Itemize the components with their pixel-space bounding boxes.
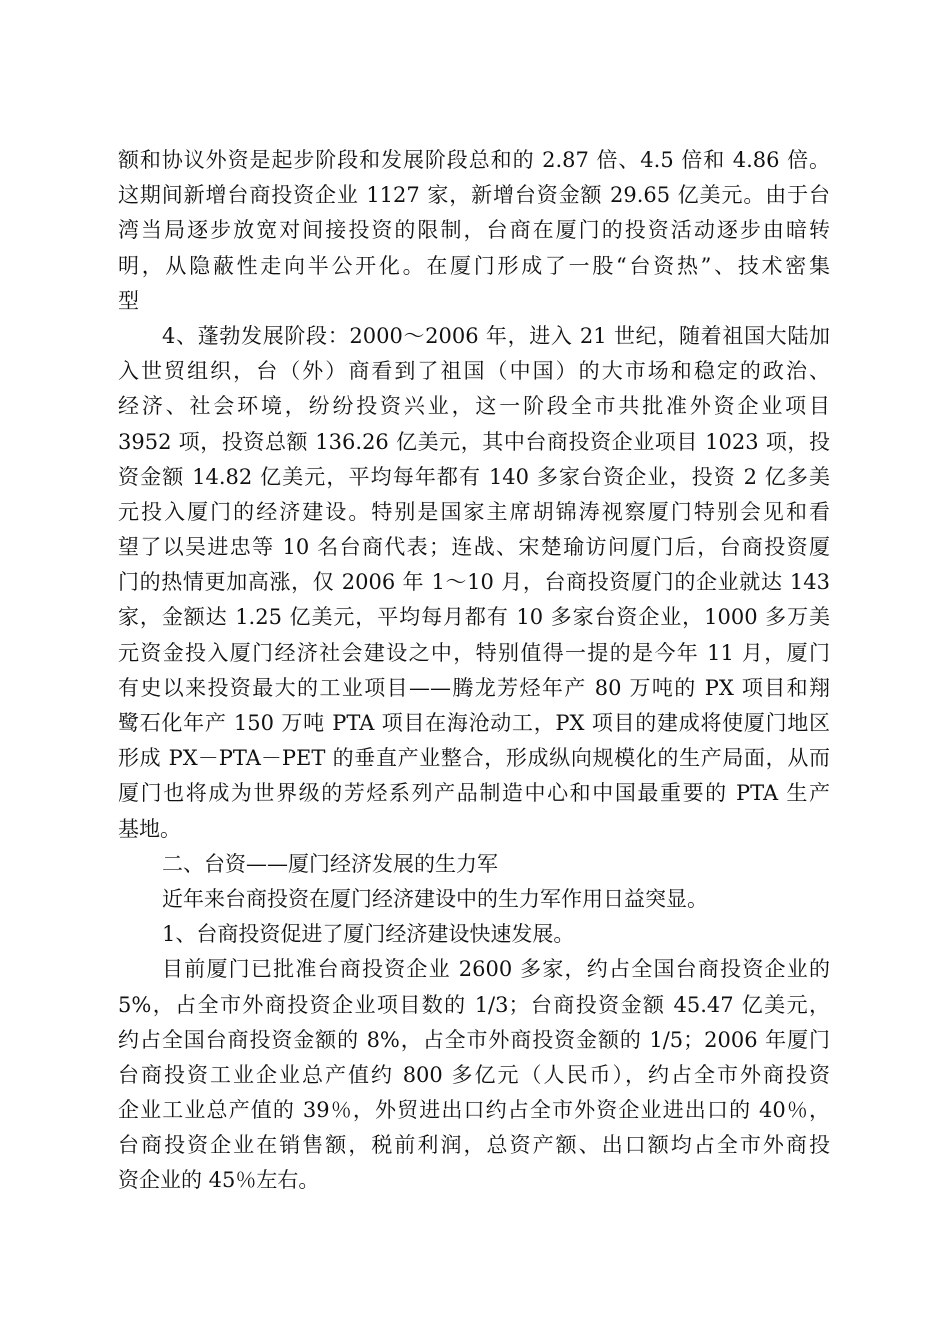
text-line: 型: [118, 288, 139, 313]
text-line: 约占全国台商投资金额的 8%，占全市外商投资金额的 1/5；2006 年厦门: [118, 1027, 830, 1052]
text-line: 额和协议外资是起步阶段和发展阶段总和的 2.87 倍、4.5 倍和 4.86 倍。: [118, 148, 830, 172]
text-line: 资金额 14.82 亿美元，平均每年都有 140 多家台资企业，投资 2 亿多美: [118, 464, 830, 489]
subsection-1-heading: 1、台商投资促进了厦门经济建设快速发展。: [162, 922, 575, 947]
text-line: 台商投资企业在销售额，税前利润，总资产额、出口额均占全市外商投: [118, 1133, 830, 1158]
text-line: 台商投资工业企业总产值约 800 多亿元（人民币），约占全市外商投资: [118, 1062, 830, 1087]
text-line: 元资金投入厦门经济社会建设之中，特别值得一提的是今年 11 月，厦门: [118, 640, 830, 665]
text-line: 目前厦门已批准台商投资企业 2600 多家，约占全国台商投资企业的: [162, 957, 830, 982]
text-line: 资企业的 45％左右。: [118, 1168, 320, 1193]
text-line: 形成 PX－PTA－PET 的垂直产业整合，形成纵向规模化的生产局面，从而: [118, 746, 830, 771]
text-line: 这期间新增台商投资企业 1127 家，新增台资金额 29.65 亿美元。由于台: [118, 183, 830, 208]
section-4-heading-line: 4、蓬勃发展阶段：2000～2006 年，进入 21 世纪，随着祖国大陆加: [162, 323, 830, 348]
text-line: 有史以来投资最大的工业项目——腾龙芳烃年产 80 万吨的 PX 项目和翔: [118, 675, 830, 700]
text-line: 望了以吴进忠等 10 名台商代表；连战、宋楚瑜访问厦门后，台商投资厦: [118, 535, 830, 560]
text-line: 企业工业总产值的 39％，外贸进出口约占全市外资企业进出口的 40％，: [118, 1098, 830, 1123]
text-line: 门的热情更加高涨，仅 2006 年 1～10 月，台商投资厦门的企业就达 143: [118, 570, 830, 595]
text-line: 明，从隐蔽性走向半公开化。在厦门形成了一股“台资热”、技术密集: [118, 253, 830, 278]
text-line: 入世贸组织，台（外）商看到了祖国（中国）的大市场和稳定的政治、: [118, 359, 830, 384]
text-line: 厦门也将成为世界级的芳烃系列产品制造中心和中国最重要的 PTA 生产: [118, 781, 830, 806]
text-line: 5%，占全市外商投资企业项目数的 1/3；台商投资金额 45.47 亿美元，: [118, 992, 830, 1017]
section-2-heading: 二、台资——厦门经济发展的生力军: [162, 851, 498, 876]
text-line: 经济、社会环境，纷纷投资兴业，这一阶段全市共批准外资企业项目: [118, 394, 830, 419]
text-line: 家，金额达 1.25 亿美元，平均每月都有 10 多家台资企业，1000 多万美: [118, 605, 830, 630]
text-line: 湾当局逐步放宽对间接投资的限制，台商在厦门的投资活动逐步由暗转: [118, 218, 830, 243]
paragraph-intro: 近年来台商投资在厦门经济建设中的生力军作用日益突显。: [162, 886, 708, 911]
text-line: 元投入厦门的经济建设。特别是国家主席胡锦涛视察厦门特别会见和看: [118, 499, 830, 524]
text-line: 基地。: [118, 816, 181, 841]
text-line: 鹭石化年产 150 万吨 PTA 项目在海沧动工，PX 项目的建成将使厦门地区: [118, 711, 830, 735]
text-line: 3952 项，投资总额 136.26 亿美元，其中台商投资企业项目 1023 项，投: [118, 429, 830, 454]
